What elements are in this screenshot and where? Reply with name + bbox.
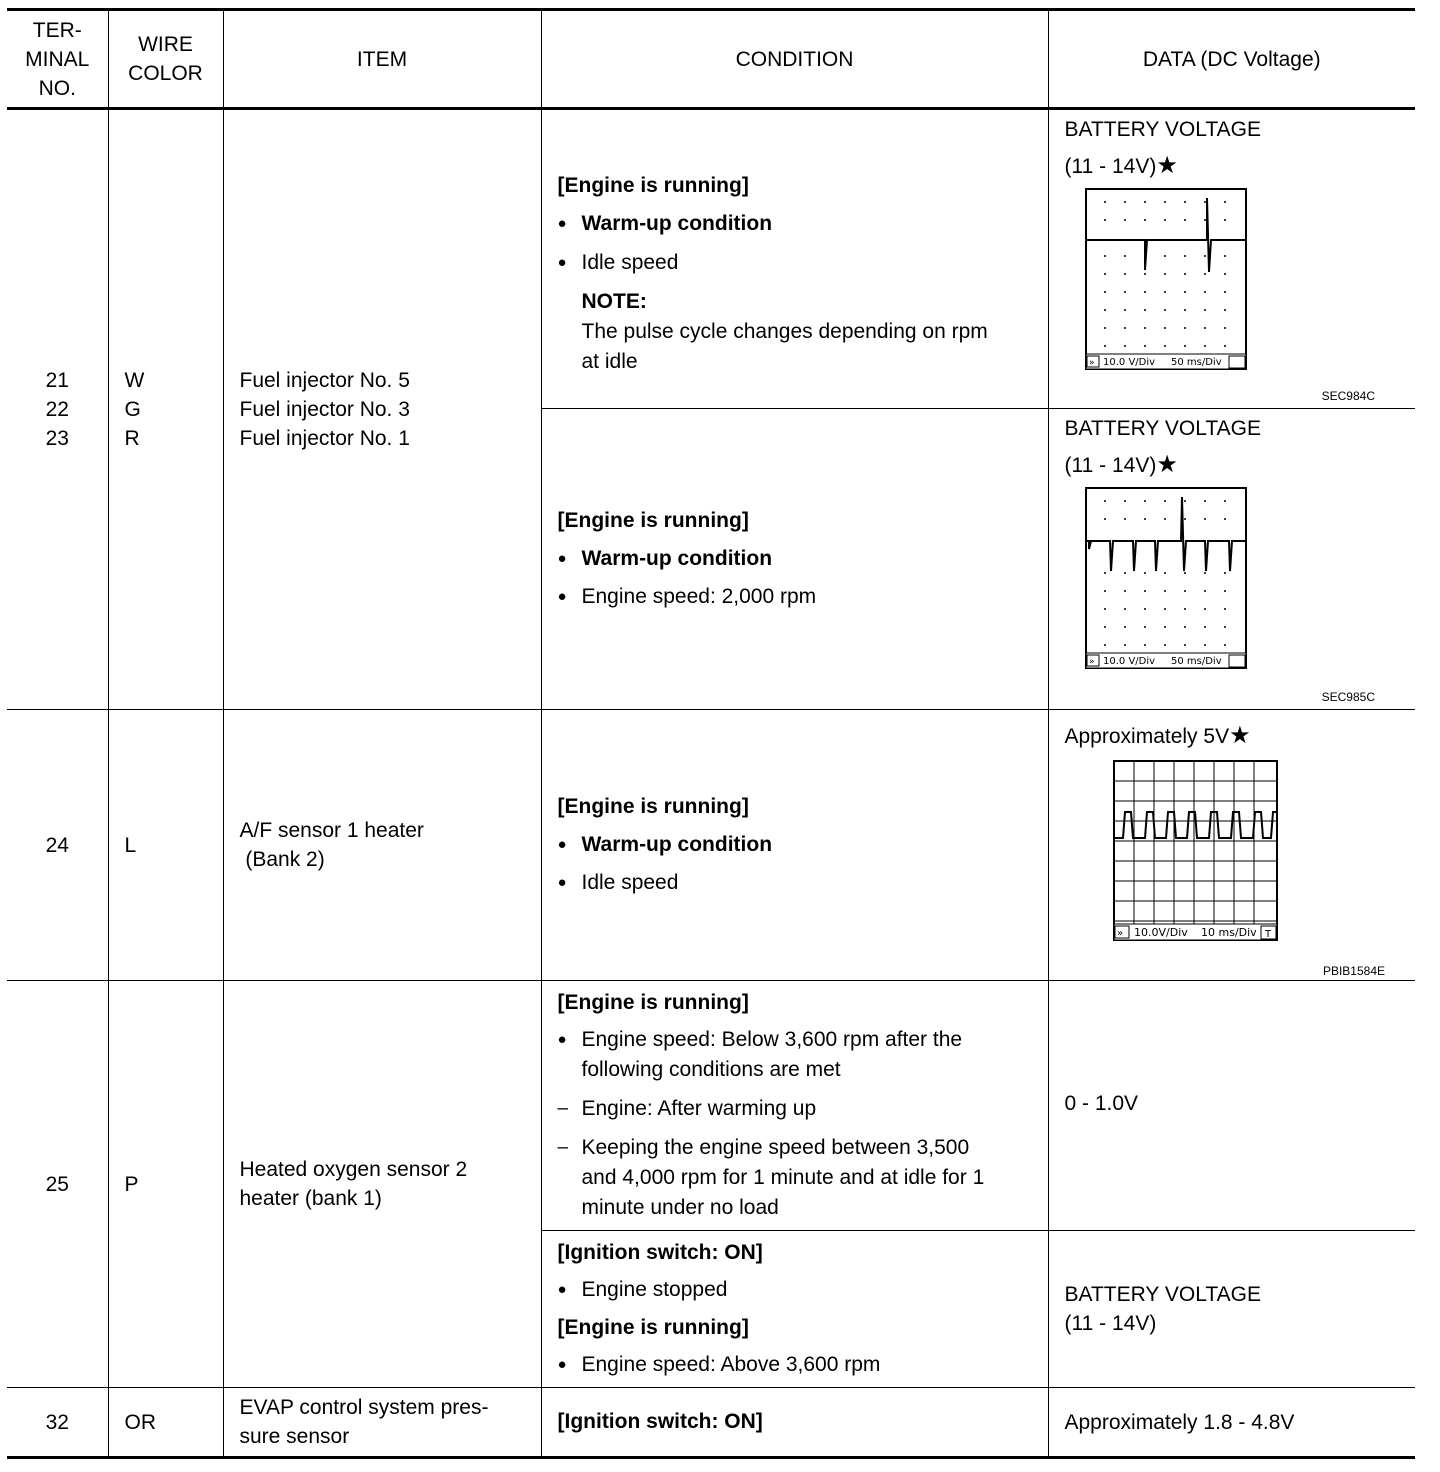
condition-bullet: ● Engine stopped xyxy=(558,1275,1036,1305)
scope-time-label: 10 ms/Div xyxy=(1200,926,1257,939)
condition-bullet: ● Idle speed xyxy=(558,248,1036,278)
item-text: Fuel injector No. 5 xyxy=(239,369,410,392)
data-cell xyxy=(1048,981,1415,1231)
header-wire-line: COLOR xyxy=(128,62,203,85)
terminal-number: 22 xyxy=(45,398,69,421)
wire-color: L xyxy=(108,710,223,981)
header-wire-color xyxy=(108,10,223,109)
wire-color: OR xyxy=(108,1388,223,1458)
svg-text:»: » xyxy=(1088,358,1095,368)
figure-code: SEC985C xyxy=(1321,690,1375,704)
condition-bullet: ● Warm-up condition xyxy=(558,209,1036,239)
figure-code: SEC984C xyxy=(1321,389,1375,403)
scope-scale-label: 10.0 V/Div xyxy=(1102,656,1155,667)
condition-bullet: ● Warm-up condition xyxy=(558,830,1036,860)
table-row xyxy=(7,710,1415,981)
data-text: BATTERY VOLTAGE xyxy=(1064,118,1261,141)
condition-heading: [Ignition switch: ON] xyxy=(557,1410,763,1433)
item-cell xyxy=(223,109,541,710)
data-text: Approximately 1.8 - 4.8V xyxy=(1048,1388,1415,1458)
data-text: (11 - 14V) xyxy=(1064,1312,1157,1335)
terminal-number: 24 xyxy=(7,710,108,981)
header-item: ITEM xyxy=(223,10,541,109)
header-terminal-line: TER- xyxy=(32,18,82,42)
condition-heading: [Ignition switch: ON] xyxy=(557,1241,763,1264)
scope-trigger-label: T xyxy=(1264,929,1271,940)
condition-cell xyxy=(541,710,1048,981)
condition-text: minute under no load xyxy=(581,1196,779,1219)
item-text: Fuel injector No. 1 xyxy=(239,427,410,450)
data-text-line xyxy=(1065,447,1416,484)
data-text: (11 - 14V) xyxy=(1064,155,1157,178)
ecm-terminal-table xyxy=(7,8,1415,1459)
condition-bullet: ● Engine speed: Above 3,600 rpm xyxy=(558,1350,1036,1380)
star-icon: ★ xyxy=(1156,451,1178,478)
data-text: (11 - 14V) xyxy=(1064,454,1157,477)
condition-bullet: ● Warm-up condition xyxy=(558,544,1036,574)
data-cell xyxy=(1048,1231,1415,1388)
star-icon: ★ xyxy=(1229,722,1251,749)
data-text-line xyxy=(1065,718,1416,755)
wire-color: R xyxy=(124,427,140,450)
data-cell xyxy=(1048,109,1415,409)
terminal-number: 21 xyxy=(45,369,69,392)
figure-code: PBIB1584E xyxy=(1322,964,1385,978)
item-text: sure sensor xyxy=(239,1425,350,1448)
condition-cell xyxy=(541,409,1048,710)
header-wire-line: WIRE xyxy=(138,33,193,56)
condition-heading: [Engine is running] xyxy=(557,795,749,818)
item-text: Heated oxygen sensor 2 xyxy=(239,1158,468,1181)
scope-time-label: 50 ms/Div xyxy=(1170,656,1222,667)
condition-bullet: ● Idle speed xyxy=(558,868,1036,898)
data-text: BATTERY VOLTAGE xyxy=(1064,417,1261,440)
svg-text:»: » xyxy=(1116,928,1123,939)
condition-text: Engine speed: Below 3,600 rpm after the xyxy=(581,1028,963,1051)
oscilloscope-waveform-1 xyxy=(1085,188,1415,388)
table-row xyxy=(7,981,1415,1231)
data-cell xyxy=(1048,409,1415,710)
item-text: A/F sensor 1 heater xyxy=(239,819,424,842)
table-row xyxy=(7,1388,1415,1458)
header-terminal-line: NO. xyxy=(38,76,76,100)
header-terminal-no xyxy=(7,10,108,109)
svg-text:»: » xyxy=(1088,657,1095,667)
oscilloscope-waveform-3 xyxy=(1113,760,1313,950)
item-text: heater (bank 1) xyxy=(239,1187,382,1210)
wire-color: G xyxy=(124,398,141,421)
terminal-number: 23 xyxy=(45,427,69,450)
item-cell xyxy=(223,1388,541,1458)
wire-color: W xyxy=(124,369,145,392)
condition-heading: [Engine is running] xyxy=(557,1316,749,1339)
note-heading: NOTE: xyxy=(581,290,647,313)
condition-cell xyxy=(541,109,1048,409)
header-data: DATA (DC Voltage) xyxy=(1048,10,1415,109)
header-terminal-line: MINAL xyxy=(25,47,90,71)
note-text: at idle xyxy=(581,350,638,373)
condition-text: following conditions are met xyxy=(581,1058,841,1081)
table-row xyxy=(7,109,1415,409)
data-text-line xyxy=(1065,148,1416,185)
item-text: EVAP control system pres- xyxy=(239,1396,489,1419)
table-header-row xyxy=(7,10,1415,109)
item-cell xyxy=(223,981,541,1388)
condition-dash-item: – Engine: After warming up xyxy=(558,1094,1036,1124)
scope-time-label: 50 ms/Div xyxy=(1170,357,1222,368)
item-cell xyxy=(223,710,541,981)
terminal-number: 32 xyxy=(7,1388,108,1458)
condition-bullet xyxy=(558,1025,1036,1085)
header-condition: CONDITION xyxy=(541,10,1048,109)
note-text: The pulse cycle changes depending on rpm xyxy=(581,320,988,343)
item-text: (Bank 2) xyxy=(239,848,325,871)
condition-bullet: ● Engine speed: 2,000 rpm xyxy=(558,582,1036,612)
condition-heading: [Engine is running] xyxy=(557,509,749,532)
condition-cell xyxy=(541,981,1048,1231)
terminal-number-cell xyxy=(7,109,108,710)
condition-text: Keeping the engine speed between 3,500 xyxy=(581,1136,970,1159)
condition-text: and 4,000 rpm for 1 minute and at idle for 1 xyxy=(581,1166,985,1189)
wire-color-cell xyxy=(108,109,223,710)
condition-cell xyxy=(541,1388,1048,1458)
scope-scale-label: 10.0 V/Div xyxy=(1102,357,1155,368)
condition-dash-item xyxy=(558,1133,1036,1223)
scope-scale-label: 10.0V/Div xyxy=(1133,926,1188,939)
item-text: Fuel injector No. 3 xyxy=(239,398,410,421)
condition-heading: [Engine is running] xyxy=(557,991,749,1014)
condition-heading: [Engine is running] xyxy=(557,174,749,197)
data-text: BATTERY VOLTAGE xyxy=(1064,1283,1261,1306)
data-text: 0 - 1.0V xyxy=(1064,1092,1139,1115)
terminal-number: 25 xyxy=(7,981,108,1388)
wire-color: P xyxy=(108,981,223,1388)
condition-cell xyxy=(541,1231,1048,1388)
oscilloscope-waveform-2 xyxy=(1085,487,1415,687)
star-icon: ★ xyxy=(1156,152,1178,179)
data-cell xyxy=(1048,710,1415,981)
data-text: Approximately 5V xyxy=(1064,725,1230,748)
